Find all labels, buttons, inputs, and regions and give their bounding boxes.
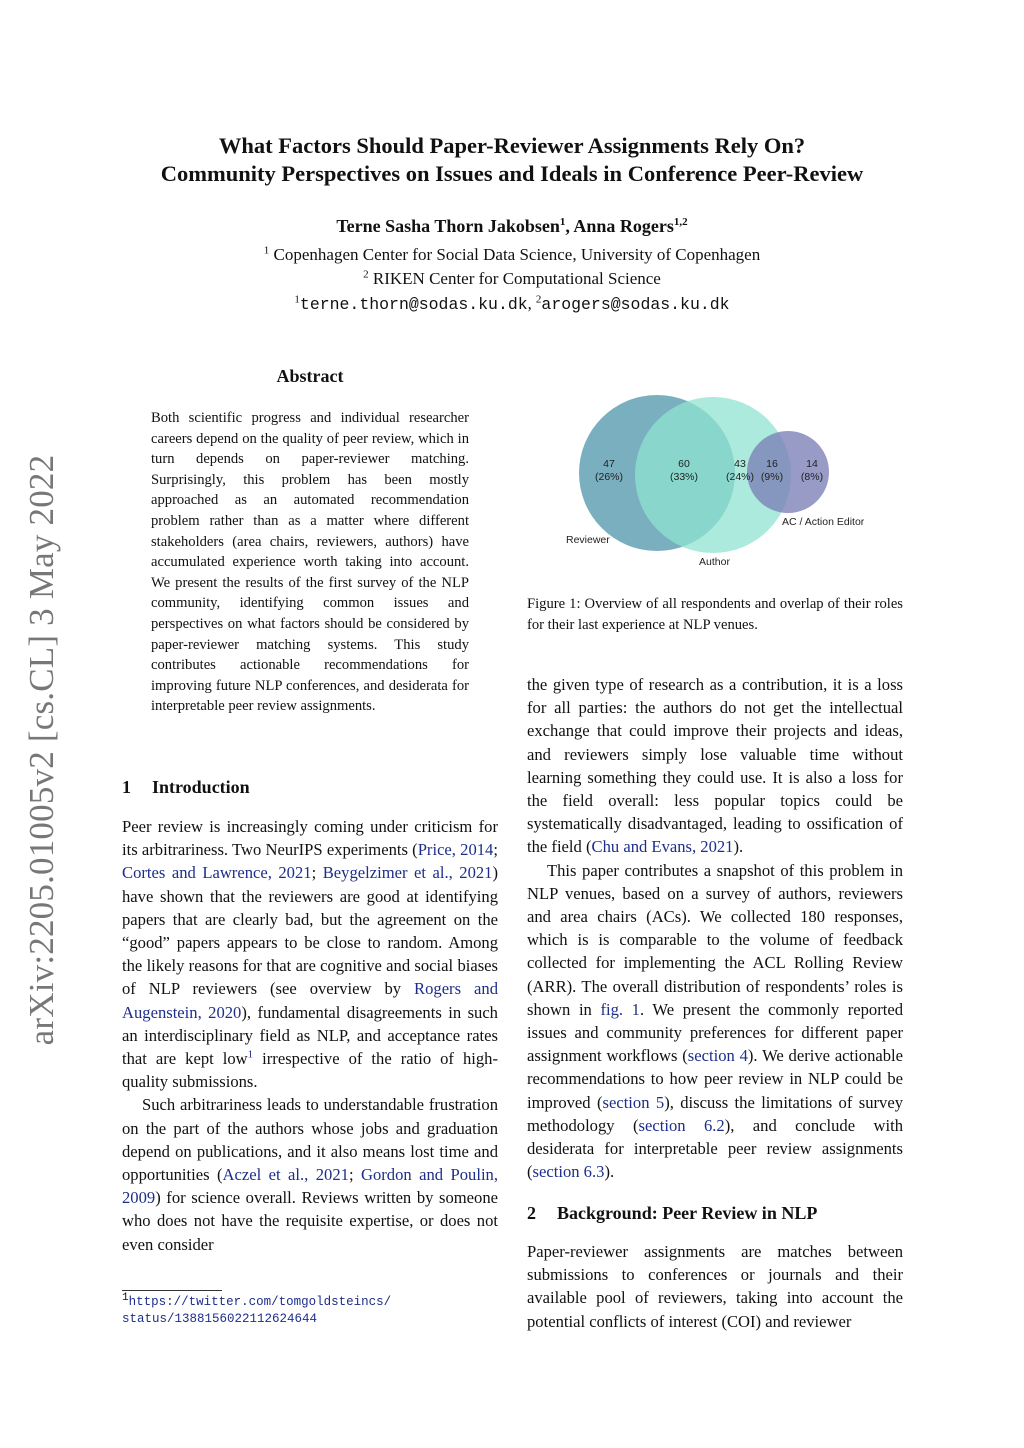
figure-1-venn-diagram: [560, 390, 890, 570]
section-2-title: Background: Peer Review in NLP: [557, 1203, 818, 1223]
affiliation-2-mark: 2: [363, 268, 369, 281]
right-paragraph-2: This paper contributes a snapshot of this problem in NLP venues, based on a survey of authors, reviewers and area chairs (ACs). We collected 180 responses, which is is comparable to the volume of feedback collected for implementing the ACL Rolling Review (ARR). The overall distribution of respondents’ roles is shown in fig. 1. We present the commonly reported issues and community preferences for different paper assignment workflows (section 4). We derive actionable recommendations to how peer review in NLP could be improved (section 5), discuss the limitations of survey methodology (section 6.2), and conclude with desiderata for interpretable peer review assignments (section 6.3).: [527, 860, 904, 1182]
author-1: Terne Sasha Thorn Jakobsen: [336, 216, 560, 236]
venn-label-author: Author: [699, 556, 730, 568]
section-2-heading: [527, 1203, 817, 1224]
venn-count-ac-only: 14: [806, 458, 818, 470]
author-2: Anna Rogers: [573, 216, 674, 236]
abstract-text: Both scientific progress and individual researcher careers depend on the quality of peer review, which in turn depends on paper-reviewer matching. Surprisingly, this problem has been mostly approached as an automated recommendation problem rather than as a matter where different stakeholders (area chairs, reviewers, authors) have accumulated experience worth taking into account. We present the results of the first survey of the NLP community, identifying common issues and perspectives on what factors should be considered by paper-reviewer matching systems. This study contributes actionable recommendations for improving future NLP conferences, and desiderata for interpretable peer review assignments.: [151, 410, 469, 715]
email-1-mark: 1: [294, 293, 300, 306]
author-separator: ,: [565, 216, 574, 236]
footnote-url-line-1[interactable]: https://twitter.com/tomgoldsteincs/: [128, 1295, 392, 1309]
venn-count-reviewer-only: 47: [603, 458, 615, 470]
paper-title-line-1: What Factors Should Paper-Reviewer Assignments Rely On?: [218, 133, 806, 158]
ref-section-6-2[interactable]: section 6.2: [638, 1115, 725, 1135]
arxiv-id: arXiv:2205.01005v2 [cs.CL] 3 May 2022: [22, 454, 61, 1046]
section-2-number: 2: [527, 1203, 536, 1223]
paper-title-line-2: Community Perspectives on Issues and Ideals in Conference Peer-Review: [160, 161, 864, 186]
intro-paragraph-1: Peer review is increasingly coming under criticism for its arbitrariness. Two NeurIPS experiments (Price, 2014; Cortes and Lawrence, 2021; Beygelzimer et al., 2021) have shown that the reviewers are good at identifying papers that are clearly bad, but the agreement on the “good” papers appears to be close to random. Among the likely reasons for that are cognitive and social biases of NLP reviewers (see overview by Rogers and Augenstein, 2020), fundamental disagreements in such an interdisciplinary field as NLP, and acceptance rates that are kept low$^1$ irrespective of the ratio of high-quality submissions.: [122, 817, 499, 1092]
citation-price-2014[interactable]: Price, 2014: [417, 840, 494, 860]
citation-beygelzimer-2021[interactable]: Beygelzimer et al., 2021: [322, 863, 493, 883]
affiliation-1: [100, 243, 924, 267]
footnote-ref-1[interactable]: 1: [247, 1048, 254, 1061]
venn-count-author-only: 43: [734, 458, 746, 470]
email-1[interactable]: terne.thorn@sodas.ku.dk: [299, 295, 528, 314]
email-separator: ,: [527, 294, 536, 313]
citation-aczel-2021[interactable]: Aczel et al., 2021: [222, 1165, 349, 1185]
section-2-paragraph-1: Paper-reviewer assignments are matches between submissions to conferences or journals and their available pool of reviewers, taking into account the potential conflicts of interest (COI) and reviewer: [527, 1242, 903, 1331]
citation-rogers-2020[interactable]: Rogers and Augenstein, 2020: [122, 979, 498, 1022]
abstract-heading: Abstract: [276, 366, 344, 386]
venn-count-author-ac: 16: [766, 458, 778, 470]
ref-section-5[interactable]: section 5: [602, 1092, 665, 1112]
section-1-heading: [122, 777, 250, 798]
ref-section-4[interactable]: section 4: [687, 1046, 748, 1066]
author-1-affil: 1: [559, 216, 566, 228]
venn-count-reviewer-author: 60: [678, 458, 690, 470]
affiliation-2: [100, 267, 924, 291]
footnote-url-line-2[interactable]: status/1388156022112624644: [122, 1312, 318, 1326]
citation-cortes-2021[interactable]: Cortes and Lawrence, 2021: [122, 863, 312, 883]
ref-section-6-3[interactable]: section 6.3: [532, 1162, 605, 1182]
venn-pct-author-ac: (9%): [760, 471, 784, 483]
section-2-body: [527, 1240, 903, 1333]
footnote-rule: [122, 1290, 222, 1291]
venn-pct-ac-only: (8%): [800, 471, 824, 483]
arxiv-sidebar: [14, 450, 70, 1050]
venn-label-reviewer: Reviewer: [566, 534, 610, 546]
venn-pct-reviewer-author: (33%): [669, 471, 699, 483]
ref-fig-1[interactable]: fig. 1: [600, 999, 640, 1019]
author-2-affil: 1,2: [673, 216, 688, 228]
right-column-body: [527, 673, 903, 1183]
section-1-number: 1: [122, 777, 131, 797]
footnote-1-mark: 1: [122, 1291, 129, 1304]
email-2[interactable]: arogers@sodas.ku.dk: [541, 295, 730, 314]
footnote-1[interactable]: [122, 1291, 392, 1328]
venn-label-ac: AC / Action Editor: [782, 516, 865, 528]
intro-paragraph-2: Such arbitrariness leads to understandable frustration on the part of the authors whose jobs and graduation depend on publications, and it also means lost time and opportunities (Aczel et al., 2021; Gordon and Poulin, 2009) for science overall. Reviews written by someone who does not have the requisite expertise, or does not even consider: [122, 1095, 498, 1254]
affiliation-1-mark: 1: [263, 244, 270, 257]
email-line: [100, 292, 924, 317]
citation-chu-2021[interactable]: Chu and Evans, 2021: [591, 837, 734, 857]
affiliation-2-text: RIKEN Center for Computational Science: [368, 269, 661, 288]
citation-gordon-2009[interactable]: Gordon and Poulin, 2009: [122, 1165, 498, 1208]
section-1-title: Introduction: [152, 777, 250, 797]
email-2-mark: 2: [535, 293, 542, 306]
left-column-body: [122, 815, 498, 1256]
figure-1-caption: Figure 1: Overview of all respondents and overlap of their roles for their last experience at NLP venues.: [527, 596, 903, 633]
affiliation-1-text: Copenhagen Center for Social Data Science, University of Copenhagen: [269, 245, 761, 264]
right-paragraph-1: the given type of research as a contribution, it is a loss for all parties: the authors do not get the intellectual exchange that could improve their projects and ideas, and reviewers simply lose valuable time without learning something they could use. It is also a loss for the field overall: less popular topics could be systematically disadvantaged, leading to ossification of the field (Chu and Evans, 2021).: [527, 675, 903, 857]
venn-pct-author-only: (24%): [725, 471, 755, 483]
author-list: [100, 216, 924, 237]
venn-pct-reviewer-only: (26%): [594, 471, 624, 483]
